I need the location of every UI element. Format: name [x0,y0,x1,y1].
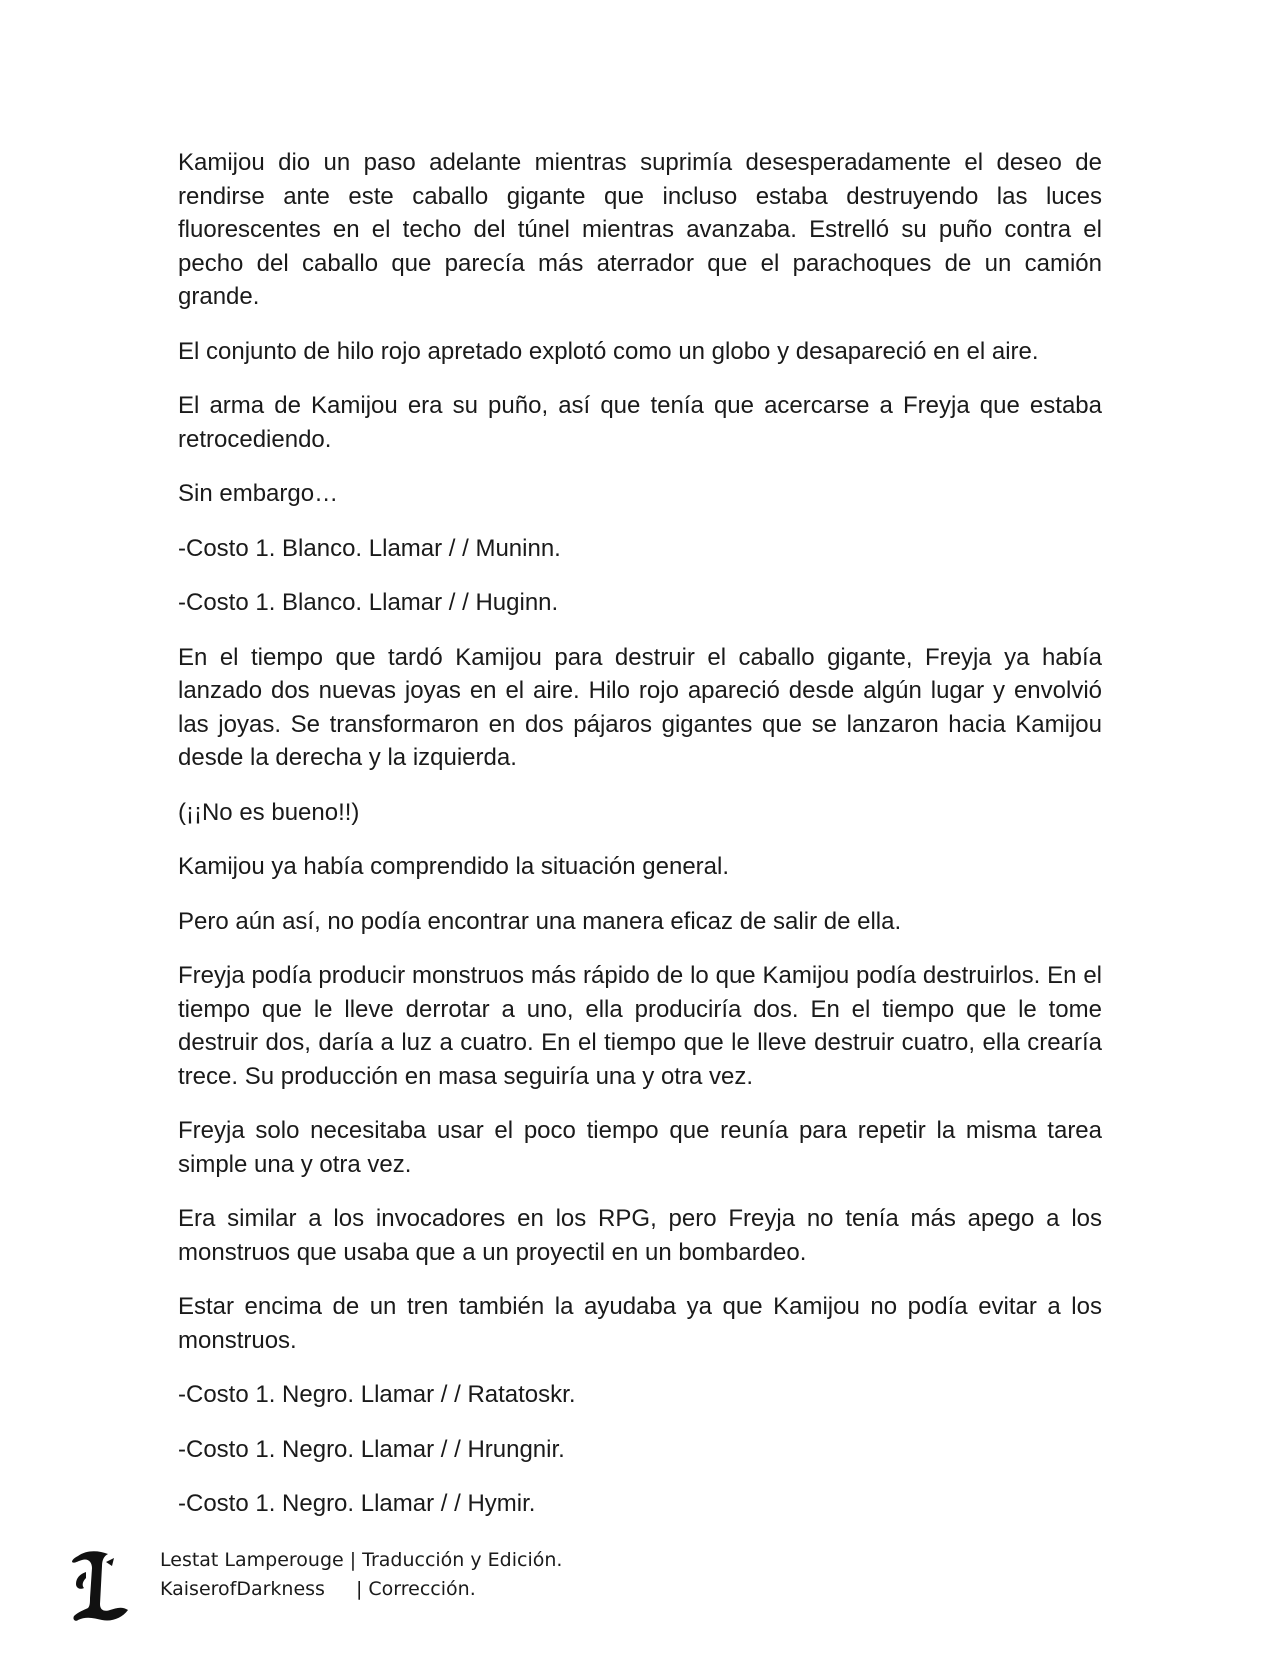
paragraph: Freyja podía producir monstruos más rápido de lo que Kamijou podía destruirlos. En el tiempo que le lleve derrotar a uno, ella produciría dos. En el tiempo que le tome destruir dos, daría a luz a cuatro. En el tiempo que le lleve destruir cuatro, ella crearía trece. Su producción en masa seguiría una y otra vez. [178,962,1102,1090]
credit-separator: | [356,1578,363,1600]
paragraph: -Costo 1. Negro. Llamar / / Hymir. [178,1490,536,1517]
paragraph: El arma de Kamijou era su puño, así que tenía que acercarse a Freyja que estaba retrocediendo. [178,392,1102,453]
credit-line [160,1575,562,1604]
paragraph: (¡¡No es bueno!!) [178,798,360,826]
credit-line [160,1546,562,1575]
page-footer [64,1546,764,1626]
paragraph: Era similar a los invocadores en los RPG, pero Freyja no tenía más apego a los monstruos que usaba que a un proyectil en un bombardeo. [178,1205,1102,1266]
footer-credits [160,1546,562,1604]
paragraph: Kamijou ya había comprendido la situación general. [178,853,730,880]
paragraph: Estar encima de un tren también la ayudaba ya que Kamijou no podía evitar a los monstruos. [178,1293,1102,1354]
credit-name: Lestat Lamperouge [160,1549,344,1571]
paragraph: Pero aún así, no podía encontrar una manera eficaz de salir de ella. [178,907,902,935]
credit-role: Corrección. [368,1578,476,1600]
paragraph: -Costo 1. Blanco. Llamar / / Huginn. [178,589,559,616]
paragraph: -Costo 1. Negro. Llamar / / Hrungnir. [178,1435,565,1463]
credit-name: KaiserofDarkness [160,1578,325,1600]
paragraph: En el tiempo que tardó Kamijou para destruir el caballo gigante, Freyja ya había lanzado dos nuevas joyas en el aire. Hilo rojo apareció desde algún lugar y envolvió las joyas. Se transformaron en dos pájaros gigantes que se lanzaron hacia Kamijou desde la derecha y la izquierda. [178,643,1102,771]
paragraph: Kamijou dio un paso adelante mientras suprimía desesperadamente el deseo de rendirse ante este caballo gigante que incluso estaba destruyendo las luces fluorescentes en el techo del túnel mientras avanzaba. Estrelló su puño contra el pecho del caballo que parecía más aterrador que el parachoques de un camión grande. [178,149,1102,310]
paragraph: El conjunto de hilo rojo apretado explotó como un globo y desapareció en el aire. [178,337,1039,365]
document-body [178,146,1102,1542]
paragraph: Sin embargo… [178,480,339,507]
paragraph: -Costo 1. Blanco. Llamar / / Muninn. [178,534,561,562]
gothic-letter-L-icon [68,1548,132,1624]
credit-role: Traducción y Edición. [362,1549,563,1571]
credit-separator: | [349,1549,357,1571]
paragraph: -Costo 1. Negro. Llamar / / Ratatoskr. [178,1381,576,1408]
paragraph: Freyja solo necesitaba usar el poco tiempo que reunía para repetir la misma tarea simple una y otra vez. [178,1117,1102,1178]
